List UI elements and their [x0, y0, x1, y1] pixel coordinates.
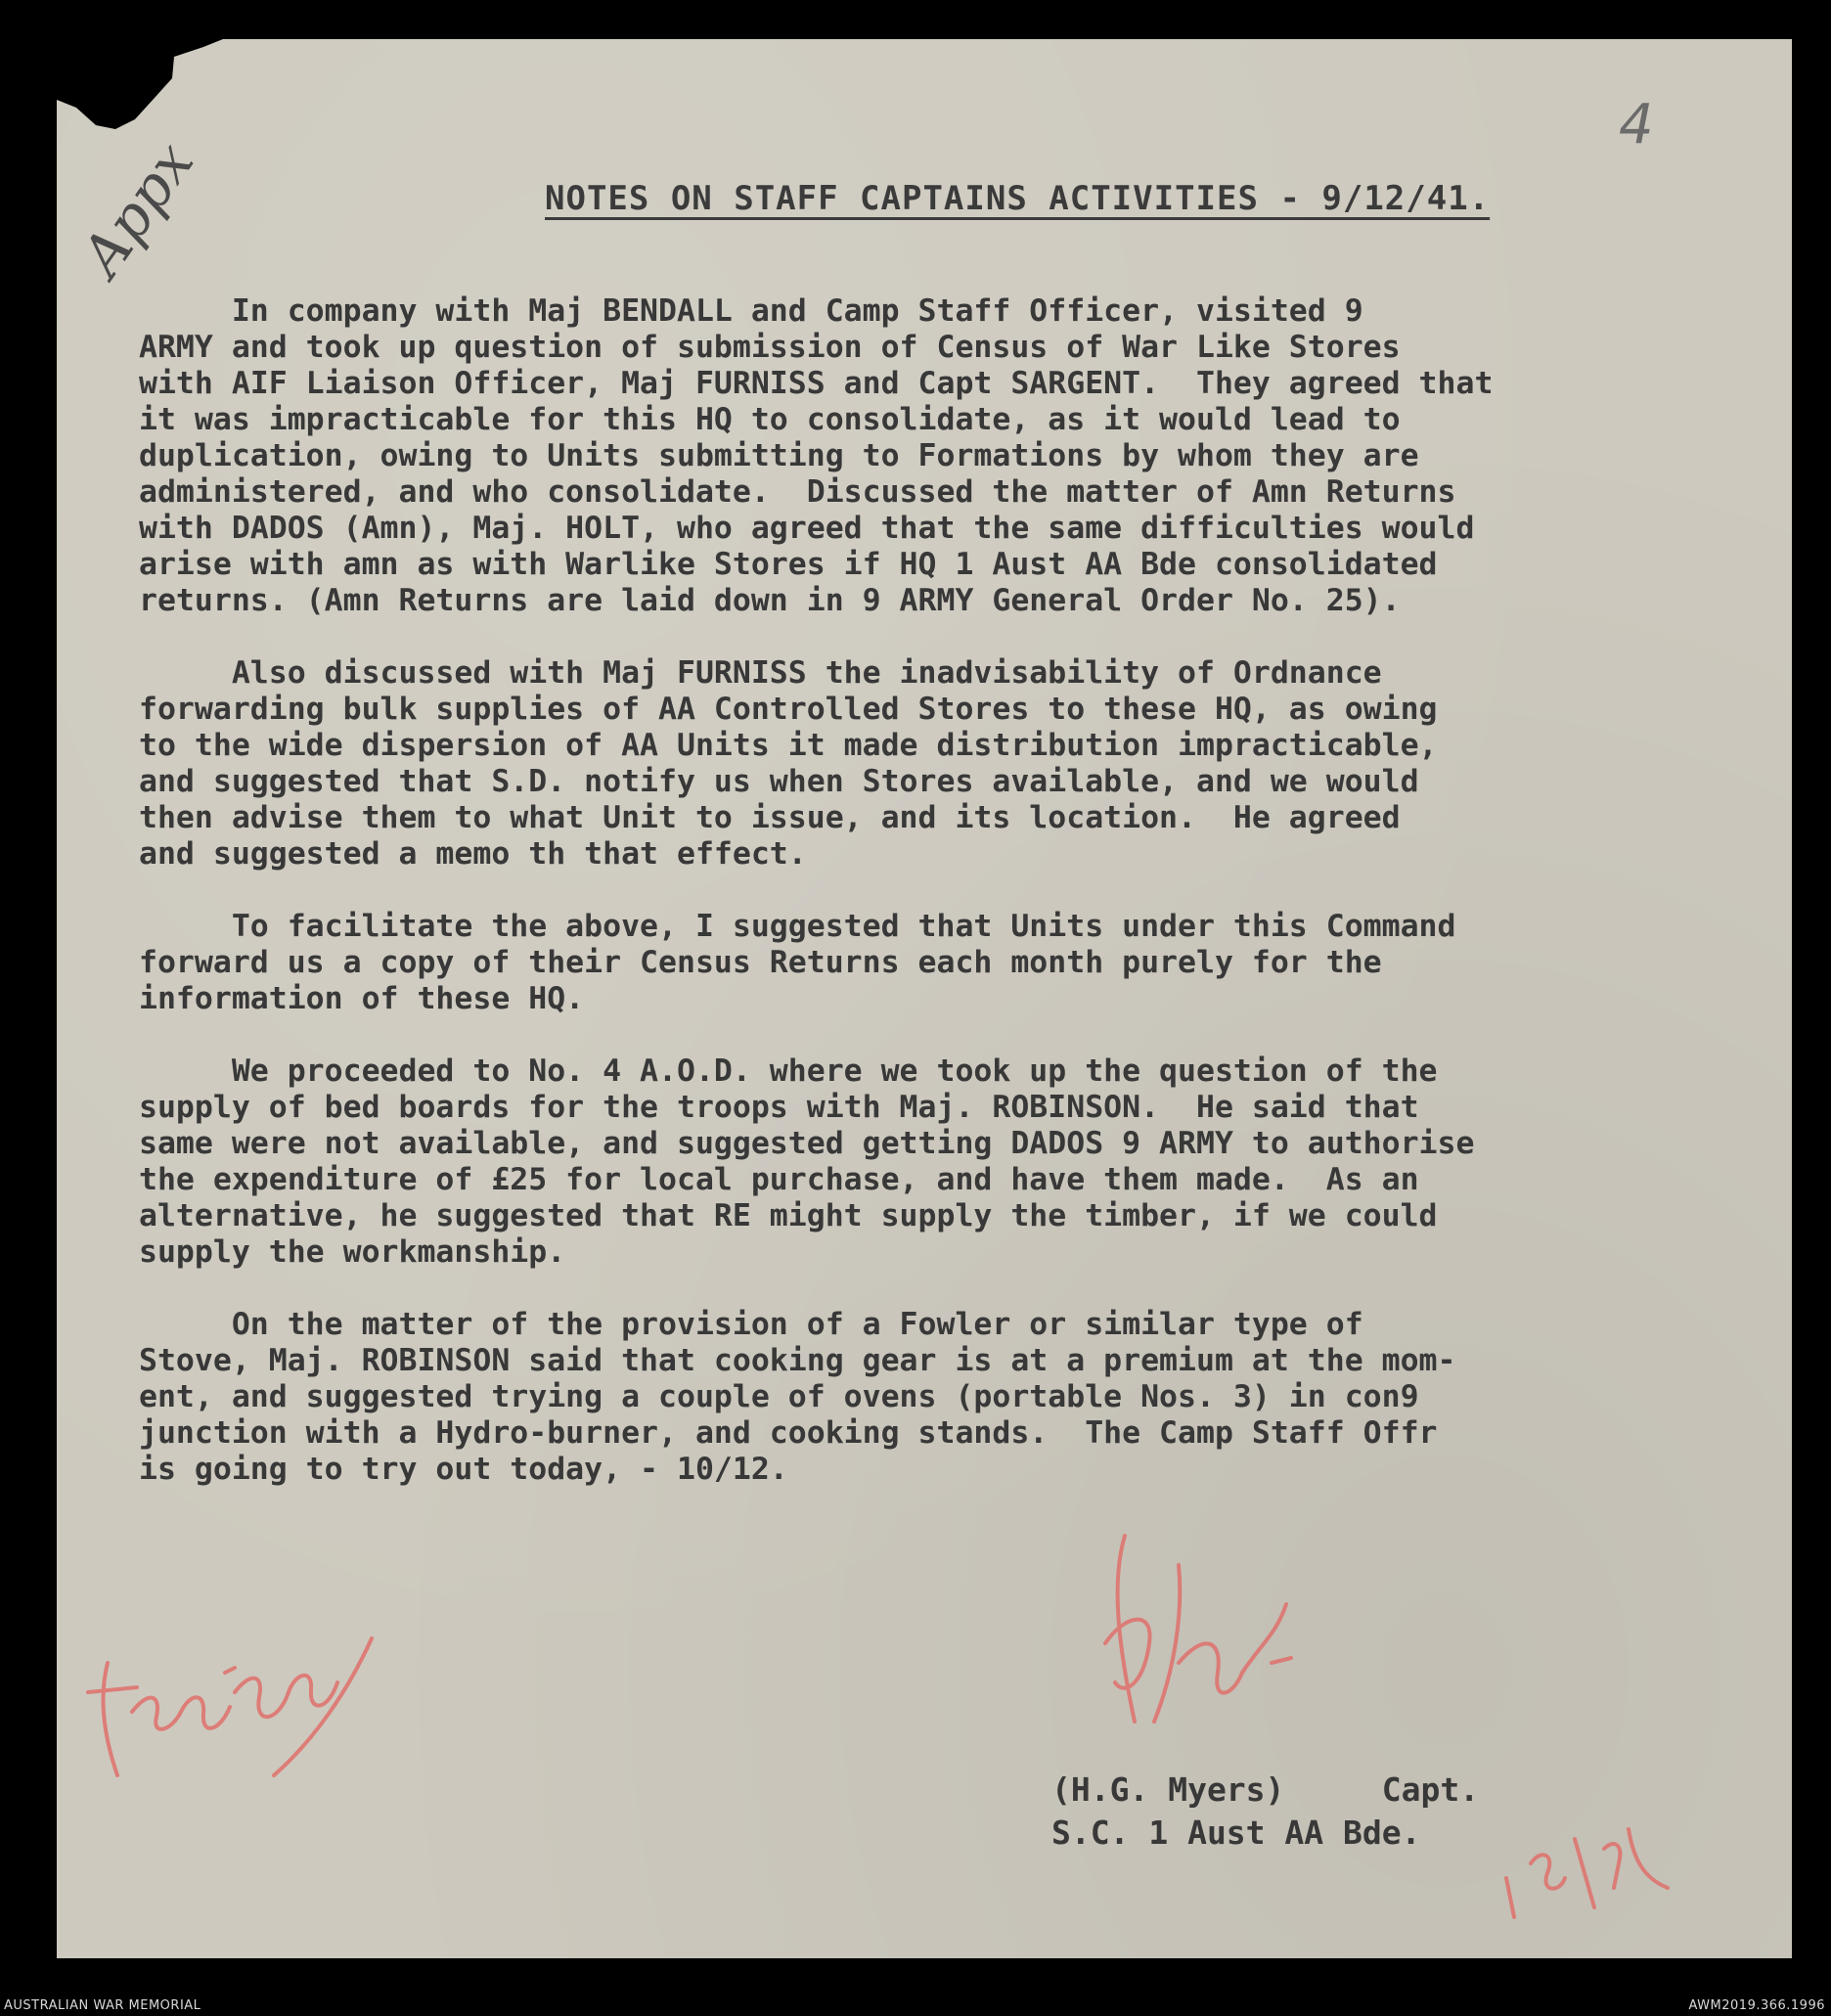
- text-line: the expenditure of £25 for local purchase, and have them made. As an: [139, 1162, 1419, 1197]
- torn-corner: [57, 39, 223, 132]
- paragraph-4: [139, 1053, 1763, 1271]
- text-line: We proceeded to No. 4 A.O.D. where we took up the question of the: [139, 1053, 1438, 1089]
- text-line: Also discussed with Maj FURNISS the inadvisability of Ordnance: [139, 655, 1382, 691]
- text-line: supply the workmanship.: [139, 1234, 566, 1270]
- text-line: arise with amn as with Warlike Stores if HQ 1 Aust AA Bde consolidated: [139, 547, 1438, 582]
- text-line: same were not available, and suggested getting DADOS 9 ARMY to authorise: [139, 1126, 1475, 1161]
- text-line: To facilitate the above, I suggested that Units under this Command: [139, 909, 1456, 944]
- text-line: then advise them to what Unit to issue, and its location. He agreed: [139, 800, 1401, 835]
- text-line: supply of bed boards for the troops with Maj. ROBINSON. He said that: [139, 1090, 1419, 1125]
- signature-unit: S.C. 1 Aust AA Bde.: [1051, 1814, 1421, 1852]
- footer-accession-number: AWM2019.366.1996: [1688, 1998, 1825, 2013]
- text-line: alternative, he suggested that RE might supply the timber, if we could: [139, 1198, 1438, 1233]
- text-line: information of these HQ.: [139, 981, 585, 1016]
- text-line: On the matter of the provision of a Fowler or similar type of: [139, 1307, 1363, 1342]
- text-line: to the wide dispersion of AA Units it made distribution impracticable,: [139, 728, 1438, 763]
- text-line: with DADOS (Amn), Maj. HOLT, who agreed that the same difficulties would: [139, 511, 1475, 546]
- document-title: NOTES ON STAFF CAPTAINS ACTIVITIES - 9/12/41.: [545, 179, 1491, 218]
- text-line: ent, and suggested trying a couple of ovens (portable Nos. 3) in con9: [139, 1379, 1419, 1414]
- text-line: ARMY and took up question of submission of Census of War Like Stores: [139, 330, 1401, 365]
- text-line: duplication, owing to Units submitting to Formations by whom they are: [139, 438, 1419, 473]
- footer-institution: AUSTRALIAN WAR MEMORIAL: [4, 1998, 201, 2013]
- text-line: administered, and who consolidate. Discussed the matter of Amn Returns: [139, 474, 1456, 510]
- text-line: and suggested a memo th that effect.: [139, 836, 807, 872]
- paragraph-2: [139, 655, 1763, 873]
- text-line: and suggested that S.D. notify us when Stores available, and we would: [139, 764, 1419, 799]
- text-line: returns. (Amn Returns are laid down in 9 ARMY General Order No. 25).: [139, 583, 1401, 618]
- text-line: Stove, Maj. ROBINSON said that cooking gear is at a premium at the mom-: [139, 1343, 1456, 1378]
- text-line: with AIF Liaison Officer, Maj FURNISS and Capt SARGENT. They agreed that: [139, 366, 1494, 401]
- document-body: [139, 293, 1763, 1524]
- signature-name-rank: (H.G. Myers) Capt.: [1051, 1770, 1480, 1809]
- paragraph-1: [139, 293, 1763, 619]
- margin-note: Appx: [68, 130, 207, 289]
- paragraph-5: [139, 1307, 1763, 1488]
- signature-block: [1051, 1769, 1479, 1855]
- text-line: forwarding bulk supplies of AA Controlled Stores to these HQ, as owing: [139, 692, 1438, 727]
- text-line: junction with a Hydro-burner, and cooking stands. The Camp Staff Offr: [139, 1415, 1438, 1451]
- page-number: 4: [1619, 93, 1654, 157]
- paragraph-3: [139, 909, 1763, 1017]
- text-line: In company with Maj BENDALL and Camp Staff Officer, visited 9: [139, 293, 1363, 329]
- text-line: is going to try out today, - 10/12.: [139, 1452, 788, 1487]
- text-line: forward us a copy of their Census Returns each month purely for the: [139, 945, 1382, 980]
- text-line: it was impracticable for this HQ to consolidate, as it would lead to: [139, 402, 1401, 437]
